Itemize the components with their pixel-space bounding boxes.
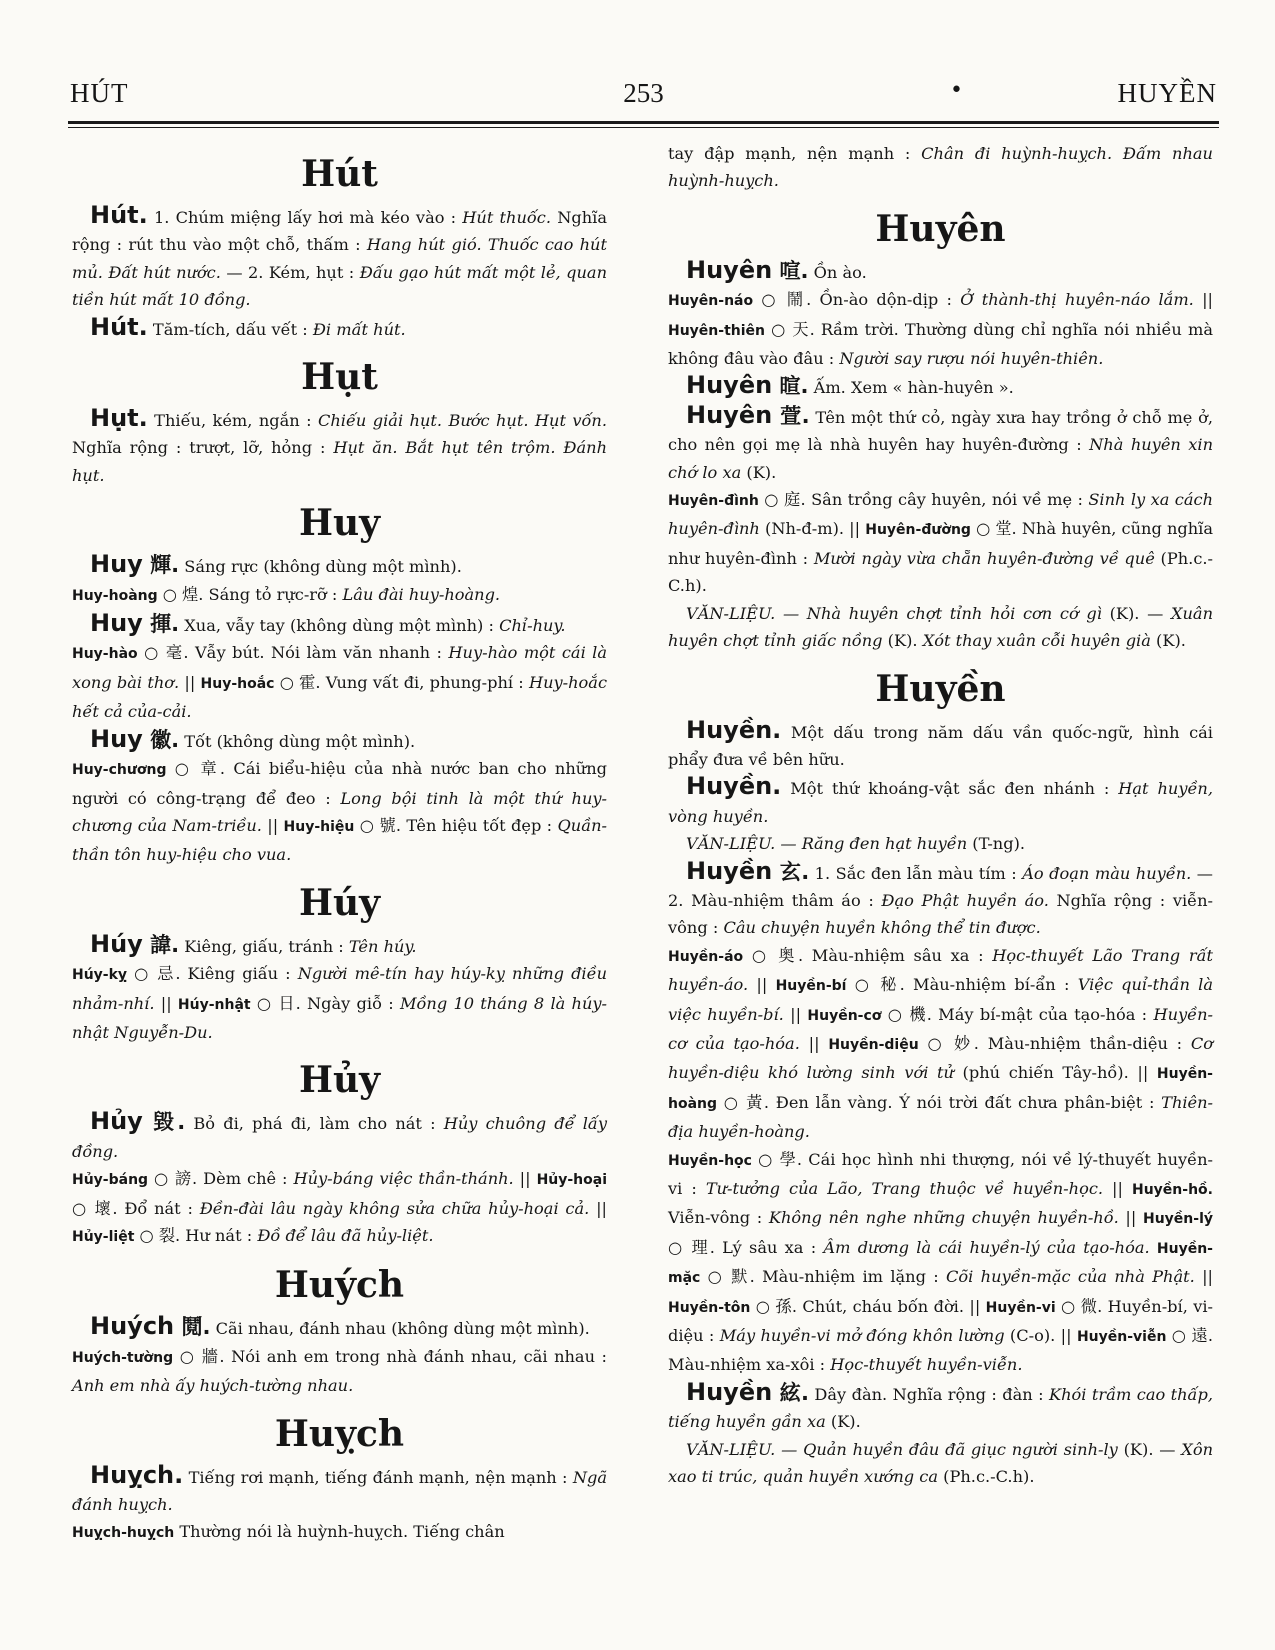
header-rule-thick xyxy=(68,121,1219,124)
headword: Huy xyxy=(90,724,143,753)
headword: Huyền. xyxy=(686,715,782,744)
entry: Hút. Tăm-tích, dấu vết : Đi mất hút. xyxy=(90,312,406,341)
section-heading: Hút xyxy=(301,153,378,195)
entry: Huyên 萱. Tên một thứ cỏ, ngày xưa hay trồng ở chỗ mẹ ở, cho nên gọi mẹ là nhà huyên hay huyên-đường : Nhà huyên xin chớ lo xa (K). xyxy=(668,400,1214,482)
subentry: Huy-chương ○ 章. Cái biểu-hiệu của nhà nước ban cho những người có công-trạng để đeo : Long bội tinh là một thứ huy-chương của Nam-triều. || Huy-hiệu ○ 號. Tên hiệu tốt đẹp : Quần-thần tôn huy-hiệu cho vua. xyxy=(72,759,608,865)
entry: Huyền. Một dấu trong năm dấu vần quốc-ngữ, hình cái phẩy đưa về bên hữu. xyxy=(668,715,1213,769)
entry: Hút. 1. Chúm miệng lấy hơi mà kéo vào : Hút thuốc. Nghĩa rộng : rút thu vào một chỗ, thấm : Hang hút gió. Thuốc cao hút mủ. Đất hút nước. — 2. Kém, hụt : Đấu gạo hút mất một lẻ, quan tiền hút mất 10 đồng. xyxy=(72,201,607,310)
subentry: Huỵch-huỵch Thường nói là huỳnh-huỵch. Tiếng chân xyxy=(72,1522,505,1542)
guide-word-left: HÚT xyxy=(70,78,129,108)
page-number: 253 xyxy=(623,78,664,108)
entry: Huyên 喧. Ồn ào. xyxy=(686,255,867,284)
headword: Hút. xyxy=(90,201,148,229)
headword: Huy xyxy=(90,550,143,579)
entry: Huy 輝. Sáng rực (không dùng một mình). xyxy=(90,550,462,579)
subentry: Huy-hào ○ 毫. Vẫy bút. Nói làm văn nhanh : Huy-hào một cái là xong bài thơ. || Huy-hoắc ○ 霍. Vung vất đi, phung-phí : Huy-hoắc hết cả của-cải. xyxy=(72,643,608,722)
left-column xyxy=(72,140,607,1548)
section-heading: Hủy xyxy=(298,1059,381,1102)
section-heading: Huy xyxy=(298,502,381,545)
headword: Hủy xyxy=(90,1107,143,1136)
headword: Huyên xyxy=(686,255,773,284)
entry: Huy 揮. Xua, vẫy tay (không dùng một mình) : Chỉ-huy. xyxy=(90,609,566,638)
headword: Huyên xyxy=(686,400,773,429)
entry: Hụt. Thiếu, kém, ngắn : Chiếu giải hụt. Bước hụt. Hụt vốn. Nghĩa rộng : trượt, lỡ, hỏng : Hụt ăn. Bắt hụt tên trộm. Đánh hụt. xyxy=(72,404,607,485)
subentry: Huyền-áo ○ 奥. Màu-nhiệm sâu xa : Học-thuyết Lão Trang rất huyền-áo. || Huyền-bí ○ 秘. Màu-nhiệm bí-ẩn : Việc quỉ-thần là việc huyền-bí. || Huyền-cơ ○ 機. Máy bí-mật của tạo-hóa : Huyền-cơ của tạo-hóa. || Huyền-diệu ○ 妙. Màu-nhiệm thần-diệu : Cơ huyền-diệu khó lường sinh với tử (phú chiến Tây-hồ). || Huyền-hoàng ○ 黃. Đen lẫn vàng. Ý nói trời đất chưa phân-biệt : Thiên-địa huyền-hoàng. xyxy=(668,945,1214,1142)
entry: Huỵch. Tiếng rơi mạnh, tiếng đánh mạnh, nện mạnh : Ngã đánh huỵch. xyxy=(72,1460,607,1514)
entry: Huyền. Một thứ khoáng-vật sắc đen nhánh : Hạt huyền, vòng huyền. xyxy=(668,772,1213,826)
headword: Húy xyxy=(90,929,143,958)
van-lieu: VĂN-LIỆU. — Răng đen hạt huyền (T-ng). xyxy=(686,834,1026,854)
headword: Hụt. xyxy=(90,404,148,433)
entry: Huých 鬩. Cãi nhau, đánh nhau (không dùng một mình). xyxy=(90,1312,590,1341)
entry: Huyền 玄. 1. Sắc đen lẫn màu tím : Áo đoạn màu huyền. — 2. Màu-nhiệm thâm áo : Đạo Phật huyền áo. Nghĩa rộng : viễn-vông : Câu chuyện huyền không thể tin được. xyxy=(668,856,1213,938)
subentry: Huy-hoàng ○ 煌. Sáng tỏ rực-rỡ : Lâu đài huy-hoàng. xyxy=(72,584,501,604)
entry: Húy 諱. Kiêng, giấu, tránh : Tên húy. xyxy=(90,929,417,958)
entry: Huyền 絃. Dây đàn. Nghĩa rộng : đàn : Khói trầm cao thấp, tiếng huyền gần xa (K). xyxy=(668,1377,1213,1432)
headword: Huyên xyxy=(686,371,773,400)
subentry: Huých-tường ○ 牆. Nói anh em trong nhà đánh nhau, cãi nhau : Anh em nhà ấy huých-tường nhau. xyxy=(72,1346,607,1396)
header-rule-thin xyxy=(68,127,1219,128)
continued-text: tay đập mạnh, nện mạnh : Chân đi huỳnh-huỵch. Đấm nhau huỳnh-huỵch. xyxy=(668,144,1213,191)
headword: Huy xyxy=(90,609,143,638)
van-lieu: VĂN-LIỆU. — Nhà huyên chợt tỉnh hỏi cơn cớ gì (K). — Xuân huyên chợt tỉnh giấc nồng (K). Xót thay xuân cỗi huyên già (K). xyxy=(668,603,1213,651)
right-column xyxy=(668,140,1213,1490)
headword: Hút. xyxy=(90,312,148,341)
page-header xyxy=(70,72,1217,112)
headword: Huyền xyxy=(686,1377,773,1406)
section-heading: Huyên xyxy=(875,207,1006,250)
entry: Hủy 毀. Bỏ đi, phá đi, làm cho nát : Hủy chuông để lấy đồng. xyxy=(72,1107,607,1161)
entry: Huy 徽. Tốt (không dùng một mình). xyxy=(90,724,416,753)
section-heading: Húy xyxy=(298,881,381,924)
van-lieu: VĂN-LIỆU. — Quản huyền đâu đã giục người sinh-ly (K). — Xôn xao ti trúc, quản huyền xướng ca (Ph.c.-C.h). xyxy=(668,1439,1213,1487)
headword: Huyền. xyxy=(686,772,782,801)
subentry: Huyên-náo ○ 鬧. Ồn-ào dộn-dịp : Ở thành-thị huyên-náo lắm. || Huyên-thiên ○ 天. Rầm trời. Thường dùng chỉ nghĩa nói nhiều mà không đâu vào đâu : Người say rượu nói huyên-thiên. xyxy=(668,290,1214,369)
section-heading: Huỵch xyxy=(274,1412,405,1455)
guide-word-right: HUYỀN xyxy=(1117,78,1217,108)
header-dot: • xyxy=(950,78,963,103)
section-heading: Huých xyxy=(274,1264,405,1307)
section-heading: Hụt xyxy=(301,356,378,399)
headword: Huỵch. xyxy=(90,1460,184,1489)
subentry: Huyền-học ○ 學. Cái học hình nhi thượng, nói về lý-thuyết huyền-vi : Tư-tưởng của Lão, Trang thuộc về huyền-học. || Huyền-hồ. Viễn-vông : Không nên nghe những chuyện huyền-hồ. || Huyền-lý ○ 理. Lý sâu xa : Âm dương là cái huyền-lý của tạo-hóa. Huyền-mặc ○ 默. Màu-nhiệm im lặng : Cõi huyền-mặc của nhà Phật. || Huyền-tôn ○ 孫. Chút, cháu bốn đời. || Huyền-vi ○ 微. Huyền-bí, vi-diệu : Máy huyền-vi mở đóng khôn lường (C-o). || Huyền-viễn ○ 遠. Màu-nhiệm xa-xôi : Học-thuyết huyền-viễn. xyxy=(668,1149,1214,1375)
headword: Huyền xyxy=(686,856,773,885)
subentry: Huyên-đình ○ 庭. Sân trồng cây huyên, nói về mẹ : Sinh ly xa cách huyên-đình (Nh-đ-m). || Huyên-đường ○ 堂. Nhà huyên, cũng nghĩa như huyên-đình : Mười ngày vừa chẵn huyên-đường về quê (Ph.c.-C.h). xyxy=(668,490,1214,596)
section-heading: Huyền xyxy=(875,667,1006,710)
headword: Huých xyxy=(90,1312,175,1341)
subentry: Hủy-báng ○ 謗. Dèm chê : Hủy-báng việc thần-thánh. || Hủy-hoại ○ 壞. Đổ nát : Đền-đài lâu ngày không sửa chữa hủy-hoại cả. || Hủy-liệt ○ 裂. Hư nát : Đồ để lâu đã hủy-liệt. xyxy=(72,1169,608,1245)
subentry: Húy-kỵ ○ 忌. Kiêng giấu : Người mê-tín hay húy-kỵ những điều nhảm-nhí. || Húy-nhật ○ 日. Ngày giỗ : Mồng 10 tháng 8 là húy-nhật Nguyễn-Du. xyxy=(72,964,607,1042)
entry: Huyên 暄. Ấm. Xem « hàn-huyên ». xyxy=(686,371,1014,400)
